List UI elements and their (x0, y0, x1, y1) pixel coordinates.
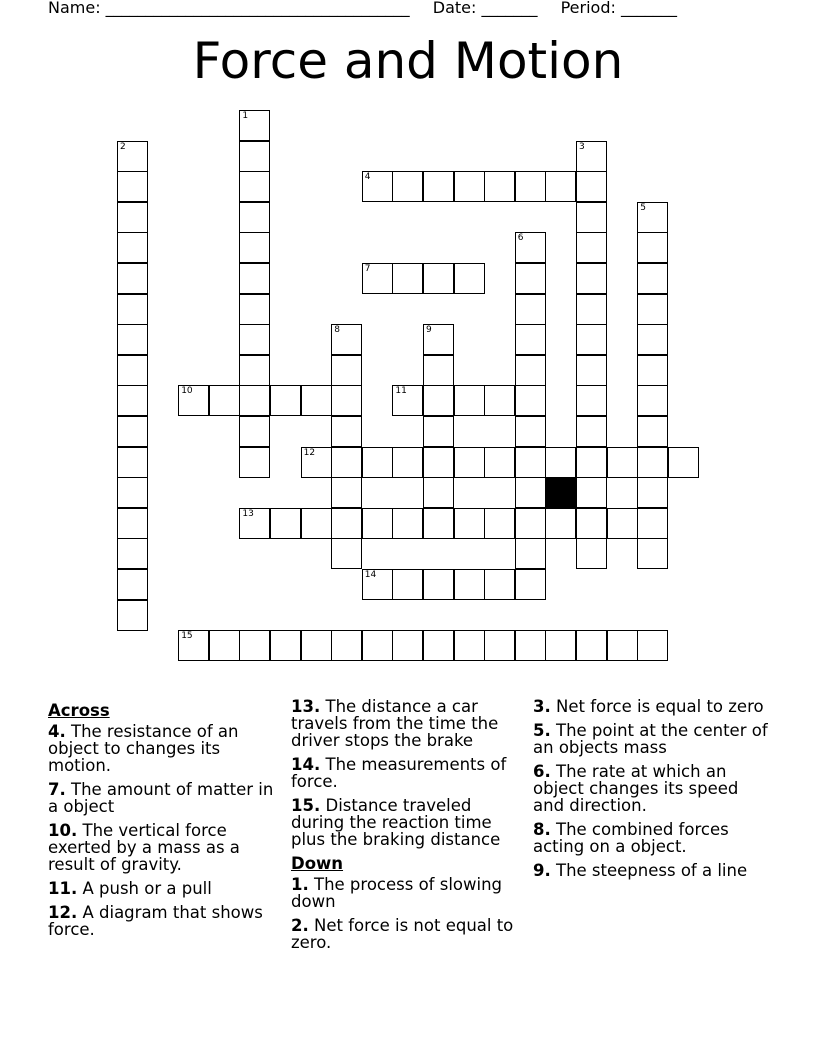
crossword-cell[interactable] (362, 263, 393, 294)
crossword-cell[interactable] (515, 477, 546, 508)
crossword-cell[interactable] (117, 263, 148, 294)
crossword-cell[interactable] (576, 477, 607, 508)
clue-number: 3. (533, 697, 551, 716)
crossword-cell[interactable] (239, 232, 270, 263)
clue-item (533, 698, 768, 715)
clue-text: The distance a car travels from the time the driver stops the brake (291, 697, 499, 750)
crossword-cell[interactable] (392, 263, 423, 294)
clue-number: 11. (48, 879, 78, 898)
crossword-cell[interactable] (331, 324, 362, 355)
crossword-cell[interactable] (117, 324, 148, 355)
cell-number: 1 (242, 111, 249, 121)
crossword-cell[interactable] (117, 294, 148, 325)
clue-text: Net force is equal to zero (556, 697, 764, 716)
crossword-cell[interactable] (515, 569, 546, 600)
crossword-cell[interactable] (637, 416, 668, 447)
crossword-cell[interactable] (117, 385, 148, 416)
crossword-cell[interactable] (545, 630, 576, 661)
crossword-cell[interactable] (178, 630, 209, 661)
crossword-cell[interactable] (362, 569, 393, 600)
crossword-cell[interactable] (239, 324, 270, 355)
cell-number: 8 (334, 325, 340, 336)
crossword-cell[interactable] (239, 508, 270, 539)
crossword-cell[interactable] (576, 355, 607, 386)
crossword-cell[interactable] (576, 263, 607, 294)
clue-column-1 (48, 698, 283, 945)
crossword-cell[interactable] (392, 569, 423, 600)
crossword-cell[interactable] (576, 202, 607, 233)
clue-number: 2. (291, 916, 309, 935)
clue-number: 14. (291, 755, 321, 774)
crossword-cell[interactable] (239, 110, 270, 141)
crossword-cell[interactable] (484, 385, 515, 416)
clue-item (291, 756, 526, 790)
cell-number: 11 (395, 386, 407, 397)
crossword-cell[interactable] (454, 171, 485, 202)
clue-item (48, 904, 283, 938)
crossword-cell[interactable] (301, 385, 332, 416)
crossword-cell[interactable] (423, 324, 454, 355)
crossword-cell[interactable] (331, 385, 362, 416)
cell-number: 15 (181, 631, 193, 642)
crossword-cell[interactable] (454, 263, 485, 294)
crossword-cell[interactable] (423, 508, 454, 539)
clue-number: 15. (291, 796, 321, 815)
crossword-cell[interactable] (545, 508, 576, 539)
crossword-cell[interactable] (423, 171, 454, 202)
crossword-cell[interactable] (331, 416, 362, 447)
crossword-cell[interactable] (576, 385, 607, 416)
clue-number: 1. (291, 875, 309, 894)
cell-number: 5 (640, 202, 646, 213)
crossword-cell[interactable] (637, 202, 668, 233)
crossword-cell[interactable] (515, 294, 546, 325)
crossword-cell[interactable] (117, 508, 148, 539)
clue-number: 5. (533, 721, 551, 740)
crossword-cell[interactable] (515, 416, 546, 447)
date-line: Date: _______ (432, 0, 538, 17)
crossword-cell[interactable] (331, 508, 362, 539)
crossword-cell[interactable] (362, 171, 393, 202)
crossword-cell[interactable] (637, 447, 668, 478)
crossword-cell[interactable] (392, 508, 423, 539)
cell-number: 12 (303, 447, 316, 458)
crossword-cell[interactable] (117, 538, 148, 569)
section-heading-down: Down (291, 854, 344, 873)
crossword-cell[interactable] (545, 171, 576, 202)
crossword-cell[interactable] (454, 385, 485, 416)
crossword-cell[interactable] (637, 385, 668, 416)
crossword-cell[interactable] (423, 385, 454, 416)
crossword-cell[interactable] (515, 263, 546, 294)
crossword-cell[interactable] (454, 630, 485, 661)
puzzle-title: Force and Motion (192, 32, 624, 90)
clue-text: The process of slowing down (291, 875, 503, 911)
clue-text: The resistance of an object to changes its motion. (48, 722, 239, 775)
crossword-cell[interactable] (637, 630, 668, 661)
crossword-cell[interactable] (423, 630, 454, 661)
crossword-cell[interactable] (515, 508, 546, 539)
crossword-cell[interactable] (331, 477, 362, 508)
clue-number: 6. (533, 762, 551, 781)
crossword-cell[interactable] (362, 447, 393, 478)
cell-number: 4 (364, 172, 371, 183)
crossword-cell[interactable] (239, 202, 270, 233)
crossword-cell[interactable] (239, 141, 270, 172)
crossword-cell[interactable] (576, 538, 607, 569)
crossword-cell[interactable] (484, 508, 515, 539)
clue-text: The steepness of a line (556, 861, 748, 880)
crossword-cell[interactable] (117, 232, 148, 263)
crossword-cell[interactable] (607, 447, 638, 478)
crossword-cell[interactable] (301, 508, 332, 539)
clue-text: Net force is not equal to zero. (291, 916, 514, 952)
name-line: Name: ______________________________________ (48, 0, 410, 17)
crossword-cell[interactable] (117, 447, 148, 478)
clue-number: 8. (533, 820, 551, 839)
crossword-cell[interactable] (454, 508, 485, 539)
clue-item (48, 822, 283, 873)
black-square (545, 477, 576, 508)
clue-number: 7. (48, 780, 66, 799)
clue-item (533, 821, 768, 855)
crossword-cell[interactable] (362, 508, 393, 539)
cell-number: 14 (364, 570, 377, 580)
clue-item (533, 862, 768, 879)
cell-number: 7 (364, 264, 371, 274)
cell-number: 10 (181, 386, 193, 397)
crossword-cell[interactable] (239, 355, 270, 386)
crossword-cell[interactable] (423, 447, 454, 478)
clue-number: 9. (533, 861, 551, 880)
crossword-cell[interactable] (576, 232, 607, 263)
clue-item (533, 722, 768, 756)
crossword-cell[interactable] (637, 294, 668, 325)
crossword-cell[interactable] (301, 630, 332, 661)
crossword-cell[interactable] (515, 324, 546, 355)
crossword-cell[interactable] (117, 416, 148, 447)
crossword-cell[interactable] (178, 385, 209, 416)
cell-number: 2 (120, 141, 126, 152)
crossword-cell[interactable] (331, 630, 362, 661)
crossword-cell[interactable] (515, 538, 546, 569)
crossword-cell[interactable] (331, 447, 362, 478)
crossword-cell[interactable] (117, 355, 148, 386)
crossword-cell[interactable] (117, 202, 148, 233)
crossword-cell[interactable] (484, 569, 515, 600)
crossword-cell[interactable] (117, 141, 148, 172)
crossword-cell[interactable] (637, 477, 668, 508)
crossword-cell[interactable] (576, 171, 607, 202)
crossword-cell[interactable] (117, 477, 148, 508)
crossword-cell[interactable] (515, 171, 546, 202)
crossword-cell[interactable] (454, 569, 485, 600)
crossword-cell[interactable] (515, 447, 546, 478)
crossword-cell[interactable] (637, 538, 668, 569)
clue-item (48, 723, 283, 774)
crossword-cell[interactable] (637, 324, 668, 355)
clue-item (48, 880, 283, 897)
crossword-cell[interactable] (484, 171, 515, 202)
clue-number: 13. (291, 697, 321, 716)
crossword-cell[interactable] (576, 447, 607, 478)
crossword-cell[interactable] (545, 447, 576, 478)
clue-text: The amount of matter in a object (48, 780, 274, 816)
crossword-cell[interactable] (239, 630, 270, 661)
crossword-cell[interactable] (637, 508, 668, 539)
clue-item (48, 781, 283, 815)
crossword-cell[interactable] (423, 355, 454, 386)
crossword-cell[interactable] (239, 385, 270, 416)
crossword-cell[interactable] (239, 447, 270, 478)
crossword-cell[interactable] (454, 447, 485, 478)
clue-number: 10. (48, 821, 78, 840)
cell-number: 9 (426, 325, 432, 336)
clue-item (291, 917, 526, 951)
crossword-cell[interactable] (392, 447, 423, 478)
crossword-cell[interactable] (515, 630, 546, 661)
crossword-cell[interactable] (239, 171, 270, 202)
crossword-cell[interactable] (515, 232, 546, 263)
clue-item (291, 698, 526, 749)
crossword-cell[interactable] (117, 600, 148, 631)
crossword-cell[interactable] (423, 263, 454, 294)
crossword-cell[interactable] (270, 630, 301, 661)
clue-item (533, 763, 768, 814)
crossword-cell[interactable] (209, 385, 240, 416)
crossword-cell[interactable] (576, 141, 607, 172)
crossword-cell[interactable] (576, 416, 607, 447)
crossword-cell[interactable] (117, 171, 148, 202)
crossword-cell[interactable] (576, 294, 607, 325)
clue-text: The point at the center of an objects mass (533, 721, 768, 757)
crossword-cell[interactable] (515, 385, 546, 416)
clue-text: Distance traveled during the reaction time plus the braking distance (291, 796, 501, 849)
crossword-cell[interactable] (392, 630, 423, 661)
crossword-cell[interactable] (331, 538, 362, 569)
crossword-cell[interactable] (607, 508, 638, 539)
clue-text: The combined forces acting on a object. (533, 820, 729, 856)
clue-text: The vertical force exerted by a mass as a result of gravity. (48, 821, 240, 874)
clue-item (291, 797, 526, 848)
section-heading-across: Across (48, 701, 110, 720)
crossword-cell[interactable] (607, 630, 638, 661)
clue-column-3 (533, 698, 768, 886)
crossword-cell[interactable] (423, 416, 454, 447)
crossword-cell[interactable] (637, 232, 668, 263)
crossword-cell[interactable] (239, 294, 270, 325)
clue-number: 4. (48, 722, 66, 741)
crossword-cell[interactable] (301, 447, 332, 478)
crossword-cell[interactable] (637, 263, 668, 294)
cell-number: 6 (517, 233, 524, 244)
crossword-cell[interactable] (637, 355, 668, 386)
crossword-cell[interactable] (239, 263, 270, 294)
period-line: Period: _______ (560, 0, 677, 17)
crossword-cell[interactable] (576, 630, 607, 661)
cell-number: 13 (242, 508, 254, 519)
clue-text: The measurements of force. (291, 755, 507, 791)
clue-text: A push or a pull (82, 879, 212, 898)
clue-item (291, 876, 526, 910)
crossword-cell[interactable] (362, 630, 393, 661)
crossword-cell[interactable] (515, 355, 546, 386)
clue-text: A diagram that shows force. (48, 903, 263, 939)
crossword-cell[interactable] (576, 508, 607, 539)
crossword-cell[interactable] (484, 447, 515, 478)
crossword-cell[interactable] (209, 630, 240, 661)
crossword-cell[interactable] (484, 630, 515, 661)
crossword-cell[interactable] (392, 171, 423, 202)
clue-text: The rate at which an object changes its speed and direction. (533, 762, 739, 815)
clue-number: 12. (48, 903, 78, 922)
crossword-cell[interactable] (392, 385, 423, 416)
crossword-cell[interactable] (270, 508, 301, 539)
crossword-cell[interactable] (117, 569, 148, 600)
cell-number: 3 (579, 141, 585, 152)
crossword-cell[interactable] (239, 416, 270, 447)
crossword-cell[interactable] (576, 324, 607, 355)
clue-column-2 (291, 698, 526, 958)
crossword-cell[interactable] (270, 385, 301, 416)
crossword-cell[interactable] (423, 569, 454, 600)
crossword-cell[interactable] (331, 355, 362, 386)
crossword-cell[interactable] (423, 477, 454, 508)
crossword-cell[interactable] (668, 447, 699, 478)
